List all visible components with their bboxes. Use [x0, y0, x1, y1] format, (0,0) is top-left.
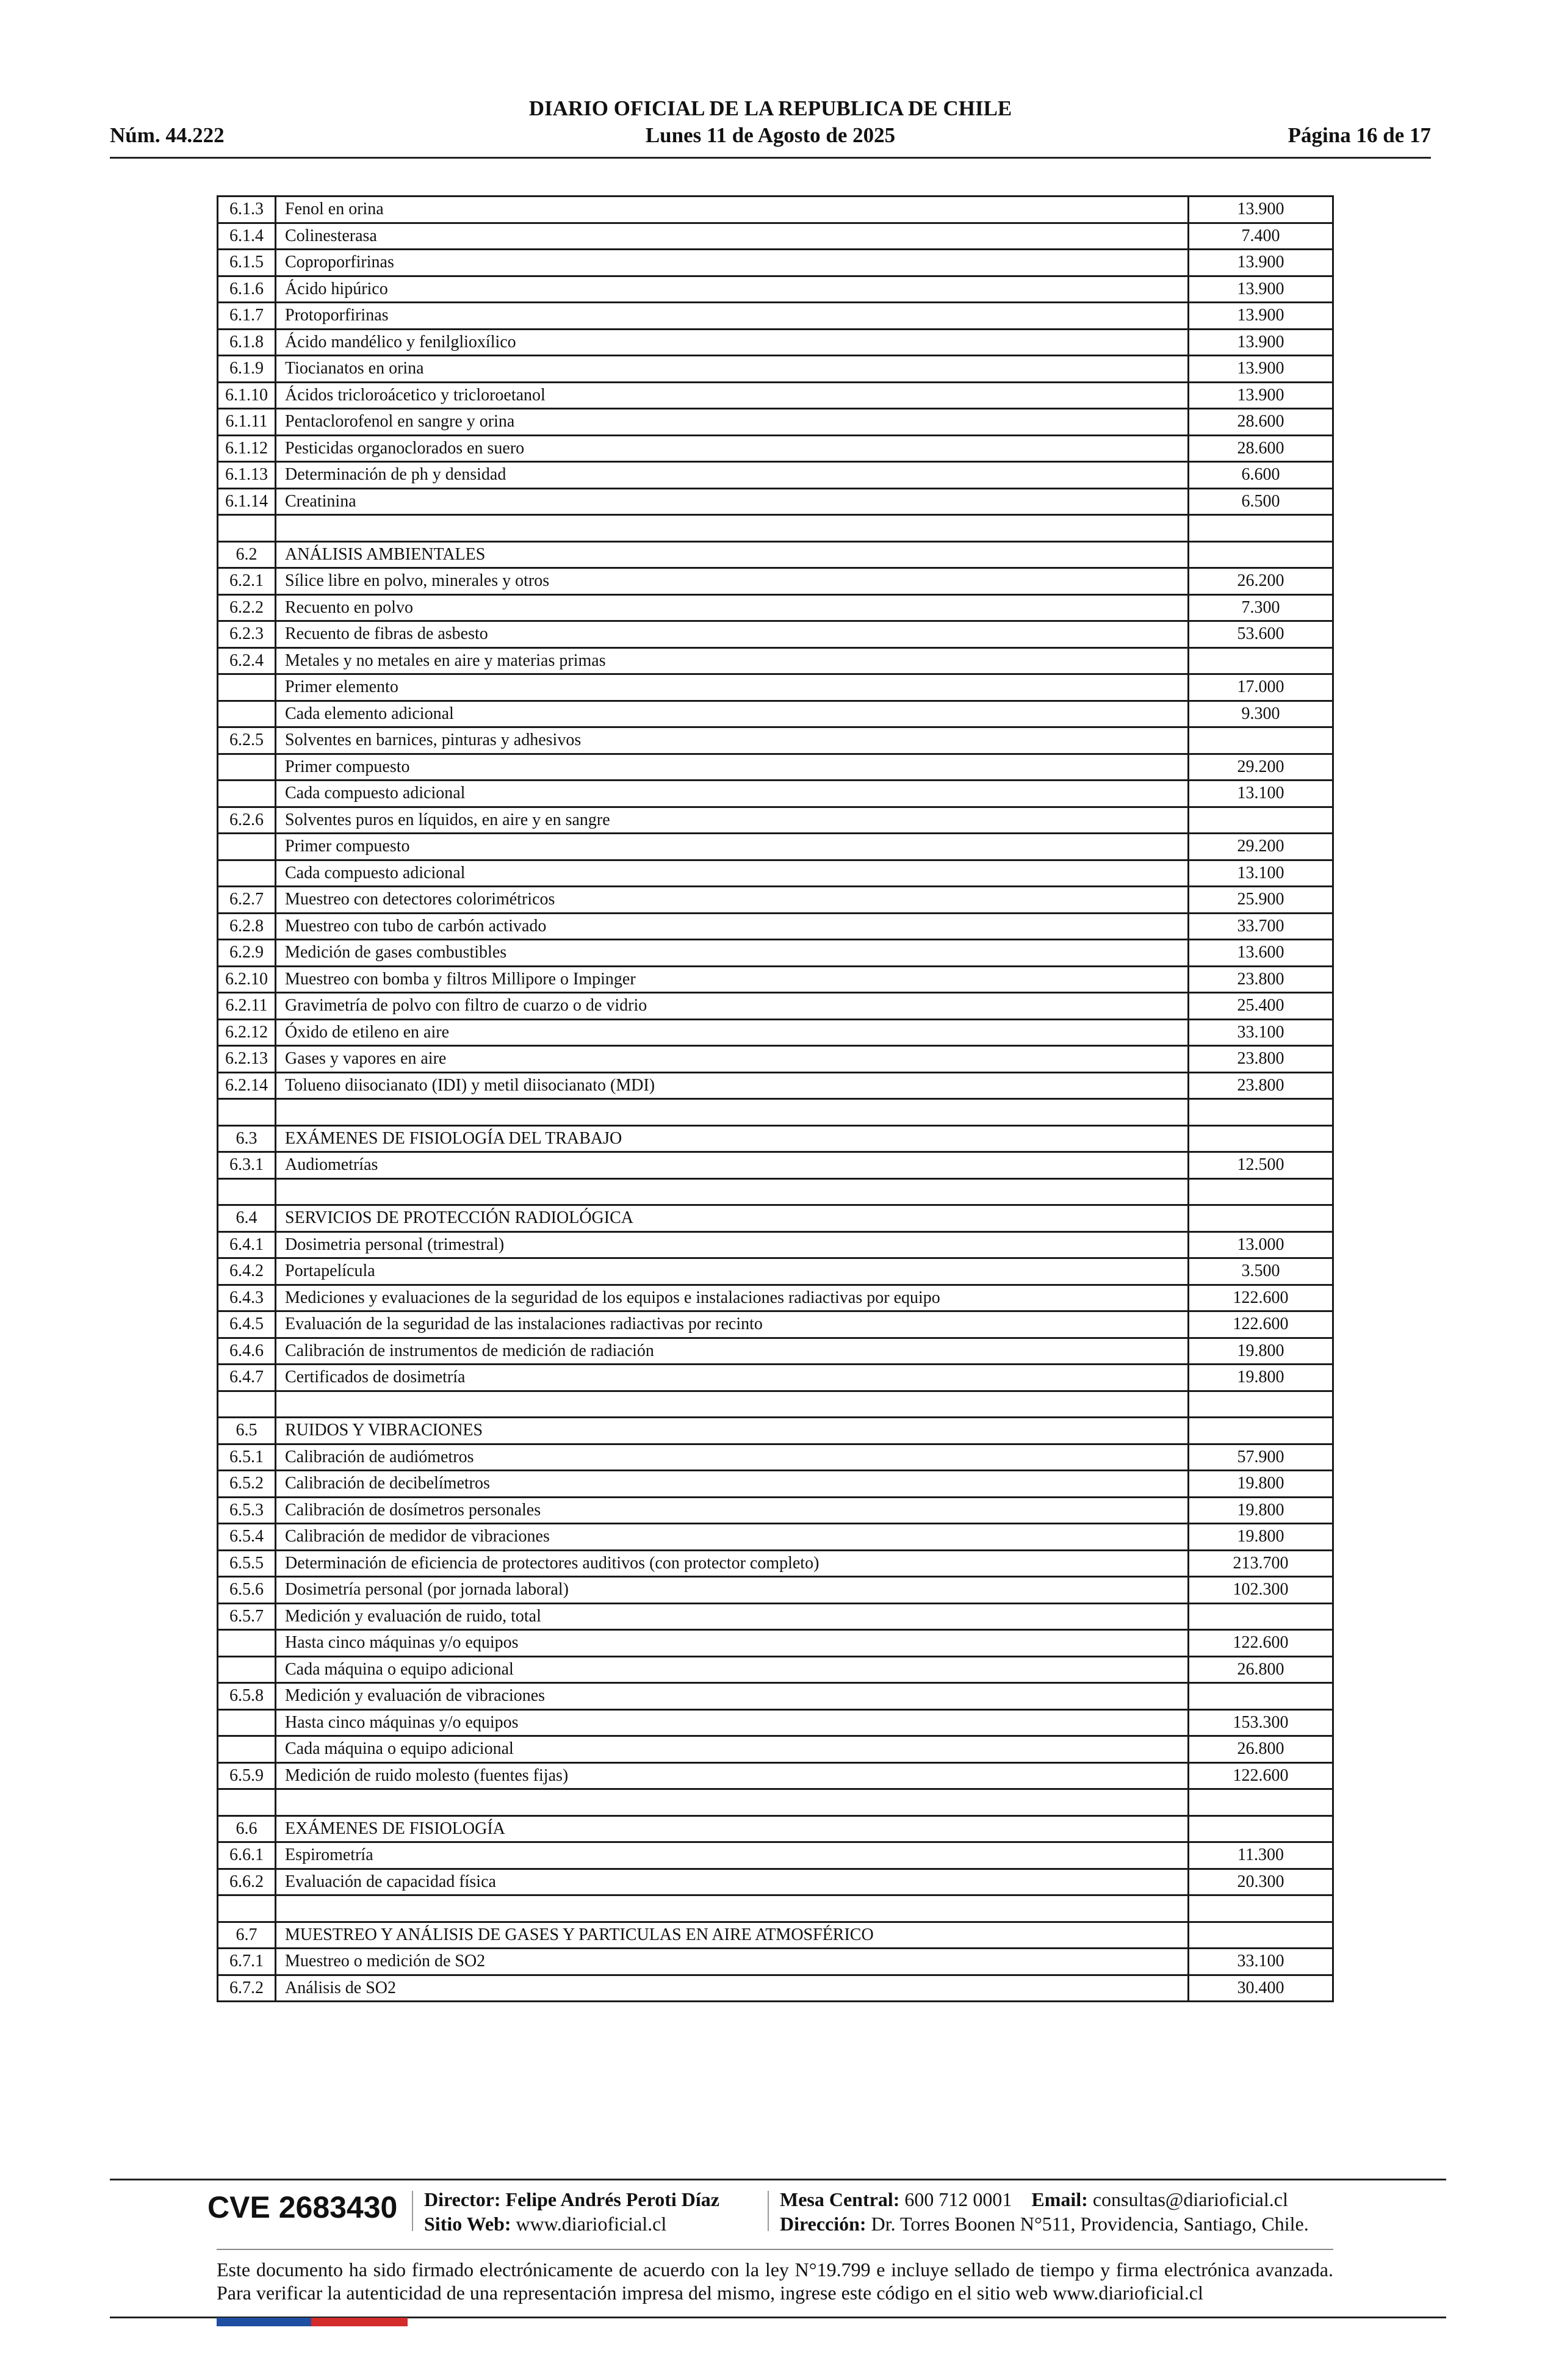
row-code: 6.5.6 [218, 1577, 276, 1604]
row-value: 33.100 [1189, 1949, 1333, 1975]
row-value: 23.800 [1189, 1046, 1333, 1073]
row-value: 13.100 [1189, 781, 1333, 807]
row-code: 6.2.13 [218, 1046, 276, 1073]
table-row [218, 1311, 1333, 1338]
row-description: Fenol en orina [276, 197, 1189, 223]
row-value: 13.100 [1189, 860, 1333, 887]
row-code: 6.5.7 [218, 1603, 276, 1630]
legal-notice: Este documento ha sido firmado electrónicamente de acuerdo con la ley N°19.799 e incluye sellado de tiempo y firma electrónica avanzada. Para verificar la autenticidad de una representación impresa del mismo, ingrese este código en el sitio web www.diarioficial.cl [217, 2259, 1333, 2304]
row-description: Gases y vapores en aire [276, 1046, 1189, 1073]
table-row [218, 647, 1333, 674]
table-row [218, 727, 1333, 754]
table-row [218, 1072, 1333, 1099]
row-description: Dosimetria personal (trimestral) [276, 1231, 1189, 1258]
row-value: 13.000 [1189, 1231, 1333, 1258]
table-row [218, 1391, 1333, 1418]
table-row [218, 966, 1333, 993]
table-row [218, 1524, 1333, 1551]
row-value: 33.100 [1189, 1019, 1333, 1046]
row-value: 122.600 [1189, 1285, 1333, 1311]
table-row [218, 276, 1333, 303]
row-code: 6.2.4 [218, 647, 276, 674]
row-description: Muestreo con detectores colorimétricos [276, 887, 1189, 914]
table-row [218, 462, 1333, 489]
row-code [218, 1178, 276, 1205]
table-row [218, 329, 1333, 356]
footer-mid-rule [217, 2249, 1333, 2250]
row-value: 3.500 [1189, 1258, 1333, 1285]
row-description: Calibración de dosímetros personales [276, 1497, 1189, 1524]
row-value: 6.500 [1189, 488, 1333, 515]
row-value: 13.900 [1189, 197, 1333, 223]
email-link[interactable]: consultas@diarioficial.cl [1092, 2188, 1288, 2210]
footer-separator [768, 2191, 769, 2231]
row-description: Certificados de dosimetría [276, 1365, 1189, 1391]
row-description: Tiocianatos en orina [276, 356, 1189, 383]
footer-director-block [424, 2187, 719, 2236]
row-value [1189, 1099, 1333, 1126]
table-row [218, 1418, 1333, 1444]
row-value: 33.700 [1189, 913, 1333, 940]
row-value [1189, 1603, 1333, 1630]
table-row [218, 834, 1333, 860]
table-row [218, 1816, 1333, 1842]
row-code [218, 1895, 276, 1922]
row-description: Análisis de SO2 [276, 1975, 1189, 2002]
row-code: 6.1.4 [218, 223, 276, 250]
table-row [218, 223, 1333, 250]
table-row [218, 1231, 1333, 1258]
table-row [218, 807, 1333, 834]
row-code [218, 674, 276, 701]
row-description: Óxido de etileno en aire [276, 1019, 1189, 1046]
row-code [218, 701, 276, 727]
table-row [218, 1603, 1333, 1630]
row-value: 29.200 [1189, 754, 1333, 781]
row-value: 19.800 [1189, 1497, 1333, 1524]
row-code: 6.1.10 [218, 382, 276, 409]
row-value: 53.600 [1189, 621, 1333, 648]
row-value: 29.200 [1189, 834, 1333, 860]
row-value [1189, 1816, 1333, 1842]
row-value [1189, 515, 1333, 542]
row-value: 122.600 [1189, 1311, 1333, 1338]
row-code: 6.6.2 [218, 1869, 276, 1895]
table-row [218, 435, 1333, 462]
row-description: Medición de ruido molesto (fuentes fijas) [276, 1762, 1189, 1789]
row-description: Ácidos tricloroácetico y tricloroetanol [276, 382, 1189, 409]
row-value [1189, 647, 1333, 674]
table-row [218, 940, 1333, 967]
web-link[interactable]: www.diarioficial.cl [516, 2213, 667, 2235]
row-value: 26.800 [1189, 1736, 1333, 1763]
row-code: 6.6 [218, 1816, 276, 1842]
row-description: Calibración de decibelímetros [276, 1471, 1189, 1498]
row-code: 6.1.5 [218, 250, 276, 276]
table-row [218, 1922, 1333, 1949]
row-code: 6.5 [218, 1418, 276, 1444]
row-code: 6.2.6 [218, 807, 276, 834]
row-description: Muestreo con bomba y filtros Millipore o Impinger [276, 966, 1189, 993]
row-value: 6.600 [1189, 462, 1333, 489]
row-code: 6.1.13 [218, 462, 276, 489]
row-code [218, 1789, 276, 1816]
row-description: Audiometrías [276, 1152, 1189, 1179]
row-description: Dosimetría personal (por jornada laboral) [276, 1577, 1189, 1604]
row-description: Ácido mandélico y fenilglioxílico [276, 329, 1189, 356]
row-code: 6.2.9 [218, 940, 276, 967]
row-description: Protoporfirinas [276, 303, 1189, 330]
row-description: Primer compuesto [276, 754, 1189, 781]
row-code [218, 1391, 276, 1418]
flag-stripe-blue [217, 2318, 311, 2326]
table-row [218, 1736, 1333, 1763]
mesa-phone: 600 712 0001 [904, 2188, 1012, 2210]
row-code: 6.1.11 [218, 409, 276, 436]
row-value [1189, 807, 1333, 834]
page-header [110, 95, 1431, 159]
cve-code: CVE 2683430 [207, 2190, 398, 2224]
table-row [218, 1949, 1333, 1975]
row-description: Mediciones y evaluaciones de la seguridad de los equipos e instalaciones radiactivas por equipo [276, 1285, 1189, 1311]
row-value: 23.800 [1189, 1072, 1333, 1099]
row-code: 6.2.2 [218, 594, 276, 621]
row-code: 6.2.3 [218, 621, 276, 648]
row-code: 6.2.7 [218, 887, 276, 914]
table-row [218, 594, 1333, 621]
table-row [218, 1869, 1333, 1895]
row-description: Solventes puros en líquidos, en aire y en sangre [276, 807, 1189, 834]
table-row [218, 781, 1333, 807]
row-description: Creatinina [276, 488, 1189, 515]
row-value: 9.300 [1189, 701, 1333, 727]
row-code: 6.2.11 [218, 993, 276, 1020]
row-description: Cada compuesto adicional [276, 860, 1189, 887]
row-value: 19.800 [1189, 1471, 1333, 1498]
row-code: 6.5.3 [218, 1497, 276, 1524]
row-value [1189, 1205, 1333, 1232]
web-label: Sitio Web: [424, 2213, 511, 2235]
row-description [276, 1391, 1189, 1418]
row-code: 6.2.1 [218, 568, 276, 595]
table-row [218, 356, 1333, 383]
page-number: Página 16 de 17 [1288, 123, 1431, 147]
table-row [218, 1285, 1333, 1311]
table-row [218, 913, 1333, 940]
row-value [1189, 541, 1333, 568]
row-value: 28.600 [1189, 435, 1333, 462]
row-description: Muestreo con tubo de carbón activado [276, 913, 1189, 940]
row-value [1189, 1922, 1333, 1949]
row-code: 6.2.8 [218, 913, 276, 940]
row-description: Tolueno diisocianato (IDI) y metil diisocianato (MDI) [276, 1072, 1189, 1099]
table-row [218, 303, 1333, 330]
footer-contact-block [780, 2187, 1309, 2236]
table-row [218, 887, 1333, 914]
row-value: 26.800 [1189, 1656, 1333, 1683]
row-value: 20.300 [1189, 1869, 1333, 1895]
row-description: Evaluación de capacidad física [276, 1869, 1189, 1895]
table-row [218, 1656, 1333, 1683]
table-row [218, 1975, 1333, 2002]
row-code [218, 860, 276, 887]
row-value: 17.000 [1189, 674, 1333, 701]
row-description: Determinación de ph y densidad [276, 462, 1189, 489]
row-value: 153.300 [1189, 1709, 1333, 1736]
row-value: 28.600 [1189, 409, 1333, 436]
row-code [218, 834, 276, 860]
table-row [218, 1444, 1333, 1471]
row-value [1189, 1178, 1333, 1205]
row-description: Recuento en polvo [276, 594, 1189, 621]
table-row [218, 1258, 1333, 1285]
footer-top-rule [110, 2179, 1446, 2180]
row-description: Cada compuesto adicional [276, 781, 1189, 807]
row-value: 122.600 [1189, 1762, 1333, 1789]
row-code: 6.1.6 [218, 276, 276, 303]
row-description: ANÁLISIS AMBIENTALES [276, 541, 1189, 568]
row-description: Muestreo o medición de SO2 [276, 1949, 1189, 1975]
row-description [276, 515, 1189, 542]
row-code: 6.7.1 [218, 1949, 276, 1975]
table-row [218, 568, 1333, 595]
footer-separator [412, 2191, 413, 2231]
row-code: 6.4.5 [218, 1311, 276, 1338]
row-description [276, 1099, 1189, 1126]
table-row [218, 541, 1333, 568]
row-code: 6.1.9 [218, 356, 276, 383]
row-value: 19.800 [1189, 1524, 1333, 1551]
table-row [218, 488, 1333, 515]
row-value: 122.600 [1189, 1630, 1333, 1657]
row-code: 6.1.12 [218, 435, 276, 462]
table-row [218, 1683, 1333, 1710]
flag-stripe-red [311, 2318, 408, 2326]
table-row [218, 860, 1333, 887]
row-description: Calibración de medidor de vibraciones [276, 1524, 1189, 1551]
director-label: Director: [424, 2188, 501, 2210]
row-description: Hasta cinco máquinas y/o equipos [276, 1630, 1189, 1657]
row-value: 12.500 [1189, 1152, 1333, 1179]
row-description: Medición y evaluación de ruido, total [276, 1603, 1189, 1630]
row-value: 13.900 [1189, 382, 1333, 409]
table-row [218, 701, 1333, 727]
row-value: 19.800 [1189, 1365, 1333, 1391]
row-value: 11.300 [1189, 1842, 1333, 1869]
row-description: Cada elemento adicional [276, 701, 1189, 727]
row-description [276, 1895, 1189, 1922]
row-description [276, 1178, 1189, 1205]
row-code: 6.5.4 [218, 1524, 276, 1551]
table-row [218, 1895, 1333, 1922]
row-description: Colinesterasa [276, 223, 1189, 250]
table-row [218, 409, 1333, 436]
row-code: 6.5.8 [218, 1683, 276, 1710]
table-row [218, 1019, 1333, 1046]
price-table [217, 195, 1334, 2002]
row-description: Determinación de eficiencia de protectores auditivos (con protector completo) [276, 1550, 1189, 1577]
row-code: 6.5.2 [218, 1471, 276, 1498]
row-code [218, 1709, 276, 1736]
row-code [218, 1736, 276, 1763]
row-value: 57.900 [1189, 1444, 1333, 1471]
table-row [218, 250, 1333, 276]
row-description: Pesticidas organoclorados en suero [276, 435, 1189, 462]
row-code: 6.3 [218, 1125, 276, 1152]
row-description: Recuento de fibras de asbesto [276, 621, 1189, 648]
row-description: Evaluación de la seguridad de las instalaciones radiactivas por recinto [276, 1311, 1189, 1338]
table-row [218, 993, 1333, 1020]
row-description: MUESTREO Y ANÁLISIS DE GASES Y PARTICULAS EN AIRE ATMOSFÉRICO [276, 1922, 1189, 1949]
table-row [218, 1842, 1333, 1869]
table-row [218, 674, 1333, 701]
row-code: 6.4.7 [218, 1365, 276, 1391]
direccion-value: Dr. Torres Boonen N°511, Providencia, Santiago, Chile. [871, 2213, 1309, 2235]
table-row [218, 1762, 1333, 1789]
newspaper-title: DIARIO OFICIAL DE LA REPUBLICA DE CHILE [528, 96, 1012, 120]
table-row [218, 1497, 1333, 1524]
row-value: 25.400 [1189, 993, 1333, 1020]
row-value: 13.900 [1189, 250, 1333, 276]
direccion-label: Dirección: [780, 2213, 866, 2235]
row-description: Coproporfirinas [276, 250, 1189, 276]
table-row [218, 1046, 1333, 1073]
mesa-label: Mesa Central: [780, 2188, 900, 2210]
email-label: Email: [1031, 2188, 1088, 2210]
row-value: 102.300 [1189, 1577, 1333, 1604]
row-value: 26.200 [1189, 568, 1333, 595]
row-description: Cada máquina o equipo adicional [276, 1736, 1189, 1763]
row-value: 213.700 [1189, 1550, 1333, 1577]
row-code: 6.4.6 [218, 1338, 276, 1365]
row-description: Primer compuesto [276, 834, 1189, 860]
row-value [1189, 1391, 1333, 1418]
row-description: RUIDOS Y VIBRACIONES [276, 1418, 1189, 1444]
issue-number: Núm. 44.222 [110, 123, 225, 147]
row-code: 6.6.1 [218, 1842, 276, 1869]
table-row [218, 1630, 1333, 1657]
table-row [218, 1152, 1333, 1179]
row-value: 23.800 [1189, 966, 1333, 993]
row-code: 6.4.2 [218, 1258, 276, 1285]
row-description: Medición y evaluación de vibraciones [276, 1683, 1189, 1710]
table-row [218, 1365, 1333, 1391]
row-code: 6.3.1 [218, 1152, 276, 1179]
table-row [218, 1577, 1333, 1604]
row-value: 7.300 [1189, 594, 1333, 621]
row-value: 13.900 [1189, 303, 1333, 330]
row-value [1189, 1683, 1333, 1710]
row-description: Pentaclorofenol en sangre y orina [276, 409, 1189, 436]
issue-date: Lunes 11 de Agosto de 2025 [645, 123, 896, 147]
table-row [218, 515, 1333, 542]
row-code: 6.2.14 [218, 1072, 276, 1099]
row-value: 13.900 [1189, 329, 1333, 356]
table-row [218, 1205, 1333, 1232]
row-value [1189, 1418, 1333, 1444]
table-row [218, 1709, 1333, 1736]
row-value [1189, 1895, 1333, 1922]
row-value: 25.900 [1189, 887, 1333, 914]
row-code: 6.1.3 [218, 197, 276, 223]
row-description: Sílice libre en polvo, minerales y otros [276, 568, 1189, 595]
row-code: 6.4 [218, 1205, 276, 1232]
row-value [1189, 1789, 1333, 1816]
table-row [218, 1338, 1333, 1365]
row-description [276, 1789, 1189, 1816]
row-value: 13.900 [1189, 276, 1333, 303]
row-description: EXÁMENES DE FISIOLOGÍA [276, 1816, 1189, 1842]
row-code: 6.2.12 [218, 1019, 276, 1046]
row-code [218, 754, 276, 781]
row-code: 6.1.8 [218, 329, 276, 356]
table-row [218, 1789, 1333, 1816]
row-value [1189, 1125, 1333, 1152]
table-row [218, 1178, 1333, 1205]
row-code: 6.5.5 [218, 1550, 276, 1577]
row-description: Calibración de instrumentos de medición de radiación [276, 1338, 1189, 1365]
row-description: Solventes en barnices, pinturas y adhesivos [276, 727, 1189, 754]
row-value: 30.400 [1189, 1975, 1333, 2002]
director-name: Felipe Andrés Peroti Díaz [505, 2188, 719, 2210]
row-code: 6.5.9 [218, 1762, 276, 1789]
row-description: Portapelícula [276, 1258, 1189, 1285]
table-row [218, 197, 1333, 223]
table-row [218, 1550, 1333, 1577]
row-value [1189, 727, 1333, 754]
table-row [218, 1471, 1333, 1498]
row-code [218, 1656, 276, 1683]
row-code: 6.7.2 [218, 1975, 276, 2002]
row-value: 13.600 [1189, 940, 1333, 967]
row-code [218, 1630, 276, 1657]
row-code: 6.4.3 [218, 1285, 276, 1311]
row-description: Ácido hipúrico [276, 276, 1189, 303]
row-code: 6.4.1 [218, 1231, 276, 1258]
table-row [218, 382, 1333, 409]
row-value: 7.400 [1189, 223, 1333, 250]
row-description: Calibración de audiómetros [276, 1444, 1189, 1471]
row-description: Cada máquina o equipo adicional [276, 1656, 1189, 1683]
row-code: 6.2.10 [218, 966, 276, 993]
row-value: 19.800 [1189, 1338, 1333, 1365]
row-description: Medición de gases combustibles [276, 940, 1189, 967]
row-description: Metales y no metales en aire y materias primas [276, 647, 1189, 674]
table-row [218, 1099, 1333, 1126]
table-row [218, 754, 1333, 781]
row-description: Espirometría [276, 1842, 1189, 1869]
row-code: 6.5.1 [218, 1444, 276, 1471]
row-description: Primer elemento [276, 674, 1189, 701]
table-row [218, 621, 1333, 648]
row-value: 13.900 [1189, 356, 1333, 383]
row-description: Hasta cinco máquinas y/o equipos [276, 1709, 1189, 1736]
row-description: SERVICIOS DE PROTECCIÓN RADIOLÓGICA [276, 1205, 1189, 1232]
row-code: 6.2 [218, 541, 276, 568]
row-code: 6.7 [218, 1922, 276, 1949]
row-code [218, 1099, 276, 1126]
row-code [218, 781, 276, 807]
row-code: 6.1.7 [218, 303, 276, 330]
row-code: 6.2.5 [218, 727, 276, 754]
row-description: Gravimetría de polvo con filtro de cuarzo o de vidrio [276, 993, 1189, 1020]
row-code: 6.1.14 [218, 488, 276, 515]
row-description: EXÁMENES DE FISIOLOGÍA DEL TRABAJO [276, 1125, 1189, 1152]
price-table-body [218, 197, 1333, 2002]
row-code [218, 515, 276, 542]
table-row [218, 1125, 1333, 1152]
